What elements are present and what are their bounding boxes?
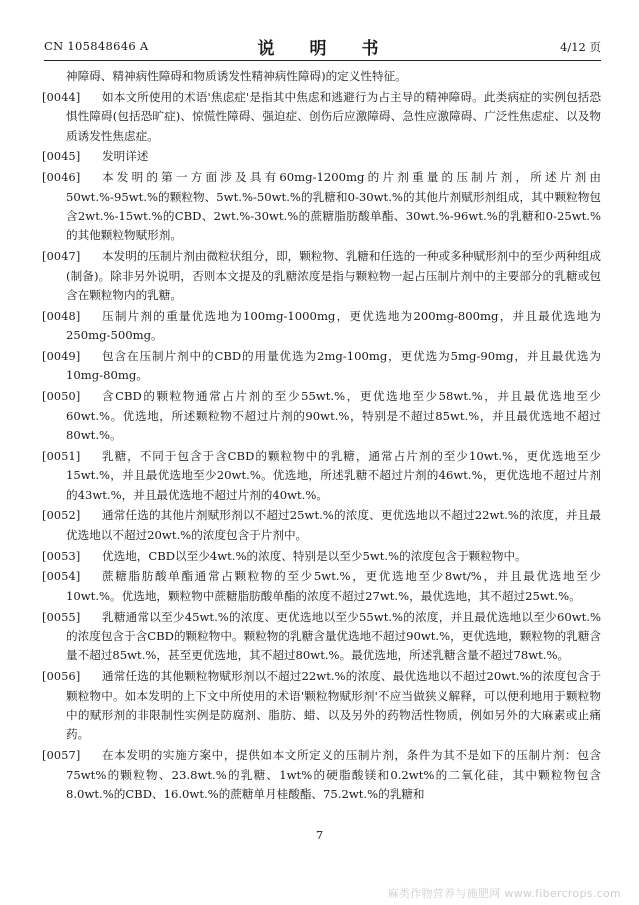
paragraph-text: 发明详述 [102,149,149,164]
page-indicator: 4/12 页 [560,40,601,54]
site-watermark: 麻类作物营养与施肥网 www.fibercrops.com [387,887,621,900]
paragraph-number: [0055] [42,610,81,624]
paragraph-0054 [42,567,601,606]
paragraph-0046 [42,168,601,246]
paragraph-number: [0057] [42,749,81,763]
paragraph-number: [0047] [42,250,81,264]
paragraph-text: 包含在压制片剂中的CBD的用量优选为2mg-100mg，更优选为5mg-90mg，并且最优选为10mg-80mg。 [66,349,601,383]
paragraph-number: [0051] [42,449,81,463]
paragraph-text: 通常任选的其他片剂赋形剂以不超过25wt.%的浓度、更优选地以不超过22wt.%的浓度，并且最优选地以不超过20wt.%的浓度包含于片剂中。 [66,508,601,542]
paragraph-text: 蔗糖脂肪酸单酯通常占颗粒物的至少5wt.%，更优选地至少8wt/%，并且最优选地至少10wt.%。优选地，颗粒物中蔗糖脂肪酸单酯的浓度不超过27wt.%，最优选地，其不超过25wt.%。 [66,569,601,603]
page-header [44,34,601,59]
paragraph-number: [0052] [42,509,81,523]
paragraph-0047 [42,247,601,305]
paragraph-0055 [42,608,601,666]
paragraph-text: 神障碍、精神病性障碍和物质诱发性精神病性障碍)的定义性特征。 [66,69,407,83]
page-number: 7 [315,828,324,842]
paragraph-number: [0050] [42,390,81,404]
paragraph-number: [0049] [42,350,81,364]
header-rule [44,60,601,61]
paragraph-text: 优选地，CBD以至少4wt.%的浓度、特别是以至少5wt.%的浓度包含于颗粒物中。 [102,548,527,563]
paragraph-number: [0044] [42,90,81,104]
paragraph-text: 压制片剂的重量优选地为100mg-1000mg，更优选地为200mg-800mg，并且最优选地为250mg-500mg。 [66,308,601,343]
paragraph-text: 通常任选的其他颗粒物赋形剂以不超过22wt.%的浓度、最优选地以不超过20wt.%的浓度包含于颗粒物中。如本发明的上下文中所使用的术语'颗粒物赋形剂'不应当做狭义解释，可以便利地用于颗粒物中的赋形剂的非限制性实例是防腐剂、脂肪、蜡、以及另外的药物活性物质，例如另外的大麻素或止痛药。 [66,669,601,742]
paragraph-number: [0046] [42,171,81,185]
paragraph-0053 [42,547,601,566]
paragraph-0057 [42,746,601,804]
paragraph-number: [0053] [42,549,81,563]
paragraph-continuation [66,67,601,86]
document-title: 说 明 书 [257,39,388,59]
publication-number: CN 105848646 A [44,39,149,53]
paragraph-number: [0045] [42,150,81,164]
document-body [42,67,601,806]
paragraph-0051 [42,447,601,505]
paragraph-0048 [42,307,601,346]
paragraph-0056 [42,667,601,745]
paragraph-0045 [42,147,601,166]
paragraph-text: 本发明的压制片剂由微粒状组分，即，颗粒物、乳糖和任选的一种或多种赋形剂中的至少两种组成(制备)。除非另外说明，否则本文提及的乳糖浓度是指与颗粒物一起占压制片剂中的主要部分的乳糖或包含在颗粒物内的乳糖。 [66,249,601,303]
paragraph-number: [0056] [42,670,81,684]
paragraph-text: 如本文所使用的术语'焦虑症'是指其中焦虑和逃避行为占主导的精神障碍。此类病症的实例包括恐惧性障碍(包括恐旷症)、惊慌性障碍、强迫症、创伤后应激障碍、急性应激障碍、广泛性焦虑症、以及物质诱发性焦虑症。 [66,89,601,143]
paragraph-text: 乳糖，不同于包含于含CBD的颗粒物中的乳糖，通常占片剂的至少10wt.%，更优选地至少15wt.%，并且最优选地至少20wt.%。优选地，所述乳糖不超过片剂的46wt.%，更优选地不超过片剂的43wt.%，并且最优选地不超过片剂的40wt.%。 [66,448,601,502]
paragraph-0052 [42,506,601,545]
paragraph-number: [0054] [42,570,81,584]
paragraph-text: 本发明的第一方面涉及具有60mg-1200mg的片剂重量的压制片剂，所述片剂由50wt.%-95wt.%的颗粒物、5wt.%-50wt.%的乳糖和0-30wt.%的其他片剂赋形剂组成，其中颗粒物包含2wt.%-15wt.%的CBD、2wt.%-30wt.%的蔗糖脂肪酸单酯、30wt.%-96wt.%的乳糖和0-25wt.%的其他颗粒物赋形剂。 [66,170,601,243]
paragraph-text: 乳糖通常以至少45wt.%的浓度、更优选地以至少55wt.%的浓度，并且最优选地以至少60wt.%的浓度包含于含CBD的颗粒物中。颗粒物的乳糖含量优选地不超过90wt.%，更优选地，颗粒物的乳糖含量不超过85wt.%，甚至更优选地，其不超过80wt.%。最优选地，所述乳糖含量不超过78wt.%。 [66,609,601,663]
paragraph-0044 [42,88,601,146]
paragraph-0049 [42,347,601,386]
paragraph-0050 [42,387,601,445]
paragraph-text: 在本发明的实施方案中，提供如本文所定义的压制片剂，条件为其不是如下的压制片剂：包含75wt%的颗粒物、23.8wt.%的乳糖、1wt%的硬脂酸镁和0.2wt%的二氧化硅，其中颗粒物包含8.0wt.%的CBD、16.0wt.%的蔗糖单月桂酸酯、75.2wt.%的乳糖和 [66,748,601,802]
paragraph-number: [0048] [42,309,81,323]
paragraph-text: 含CBD的颗粒物通常占片剂的至少55wt.%，更优选地至少58wt.%，并且最优选地至少60wt.%。优选地，所述颗粒物不超过片剂的90wt.%，特别是不超过85wt.%，并且最优选地不超过80wt.%。 [66,389,601,443]
